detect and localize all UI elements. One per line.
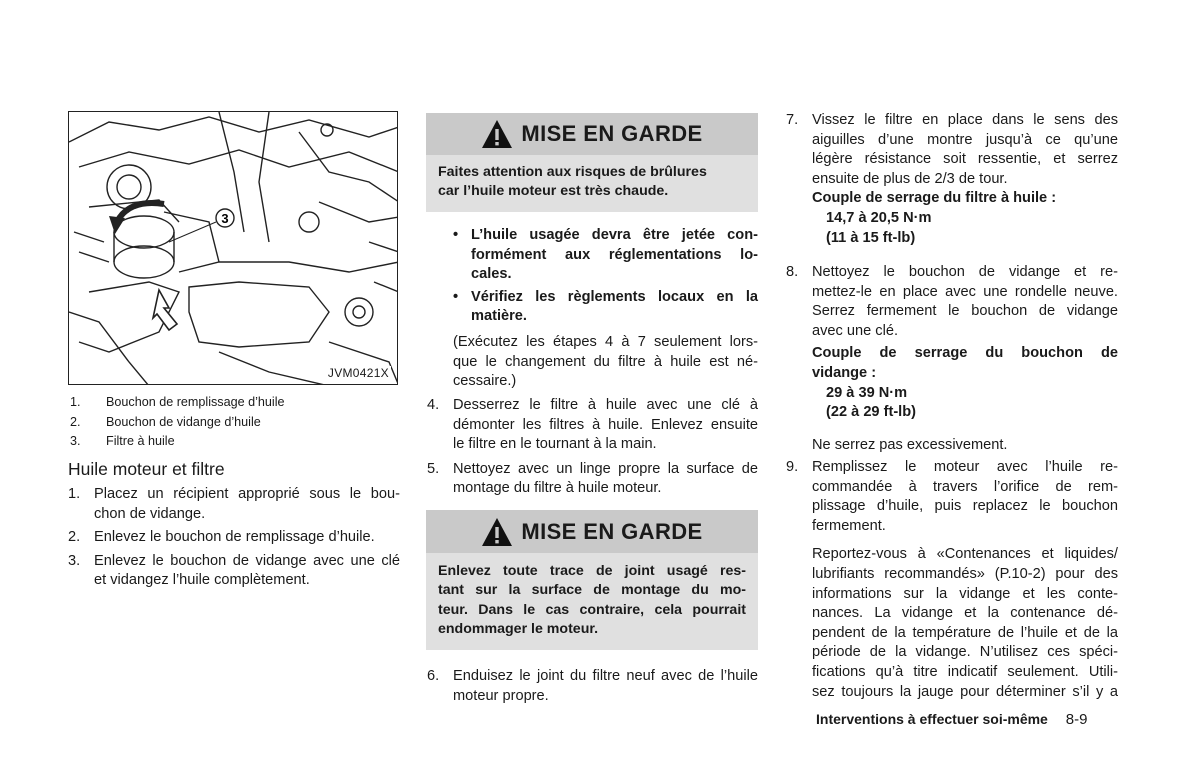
note-line: que le changement du filtre à huile est né- [453, 353, 758, 370]
step-8 [786, 263, 1118, 455]
step-line: chon de vidange. [94, 505, 206, 522]
bullet-line: matière. [471, 308, 527, 325]
para-line: fications qu’à titre indicatif seulement. Utili- [812, 663, 1118, 680]
step-line: et vidangez l’huile complètement. [94, 572, 310, 589]
para-line: sez toujours la jauge pour déterminer s’il y a [812, 683, 1118, 700]
caption-number: 1. [70, 395, 81, 409]
procedure-note [453, 333, 758, 392]
caption-text: Bouchon de vidange d’huile [106, 414, 261, 429]
bullet-list [453, 226, 758, 327]
torque-label: Couple de serrage du filtre à huile : [812, 190, 1057, 207]
step-line: Desserrez le filtre à huile avec une clé à [453, 397, 758, 413]
section-title: Huile moteur et filtre [68, 459, 225, 479]
step-line: le filtre en le tournant à la main. [453, 436, 657, 453]
step-line: Enduisez le joint du filtre neuf avec de l’huile [453, 668, 758, 684]
step-line: Enlevez le bouchon de vidange avec une clé [94, 552, 400, 569]
para-line: lubrifiants recommandés» (P.10-2) pour des [812, 565, 1118, 582]
step-line: Remplissez le moteur avec l’huile re- [812, 459, 1118, 475]
step-2 [68, 528, 400, 548]
step-line: avec une clé. [812, 322, 898, 339]
torque-value: (11 à 15 ft-lb) [826, 229, 916, 246]
bullet-dot: • [453, 288, 459, 305]
step-line: Placez un récipient approprié sous le bou- [94, 486, 400, 502]
para-line: pendent de la température de l’huile et de la [812, 624, 1118, 641]
caption-item [70, 413, 400, 433]
step-number: 1. [68, 486, 81, 502]
step-line: Serrez fermement le bouchon de vidange [812, 303, 1118, 320]
step-line: aiguilles d’une montre jusqu’à ce qu’une [812, 131, 1118, 148]
figure-captions [70, 393, 400, 452]
step-line: Vissez le filtre en place dans le sens des [812, 112, 1118, 128]
step-line: Nettoyez le bouchon de vidange et re- [812, 264, 1118, 280]
caption-text: Filtre à huile [106, 434, 175, 449]
step-line: commandée à travers l’orifice de rem- [812, 478, 1118, 495]
step-number: 7. [786, 112, 799, 128]
step-number: 3. [68, 552, 81, 569]
warning-triangle-icon [481, 517, 513, 547]
step-line: démonter les filtres à huile. Enlevez ensuite [453, 416, 758, 433]
step-paragraph [812, 545, 1118, 702]
torque-label: vidange : [812, 364, 877, 381]
callout-number: 3 [221, 211, 229, 226]
warning-box-2 [426, 510, 758, 650]
caption-item [70, 393, 400, 413]
step-line: moteur propre. [453, 687, 549, 704]
running-footer [816, 711, 1087, 728]
warning-text [426, 155, 758, 212]
note-line: cessaire.) [453, 373, 517, 390]
warning-header [426, 113, 758, 155]
engine-drawing [69, 112, 398, 385]
warning-line: car l’huile moteur est très chaude. [438, 183, 669, 200]
step-number: 8. [786, 264, 799, 280]
step-line: montage du filtre à huile moteur. [453, 480, 662, 497]
caption-number: 2. [70, 414, 81, 429]
steps-column-2 [427, 396, 758, 499]
caption-text: Bouchon de remplissage d’huile [106, 395, 285, 409]
step-number: 4. [427, 397, 440, 413]
warning-line: Enlevez toute trace de joint usagé res- [438, 563, 746, 579]
warning-triangle-icon [481, 119, 513, 149]
step-line: Enlevez le bouchon de remplissage d’huile. [94, 529, 375, 545]
step-number: 5. [427, 460, 440, 477]
para-line: nances. La vidange et la contenance dé- [812, 605, 1118, 622]
bullet-item [453, 288, 758, 327]
warning-line: endommager le moteur. [438, 621, 599, 638]
caption-number: 3. [70, 434, 81, 449]
engine-illustration [68, 111, 398, 385]
step-line: ensuite de plus de 2/3 de tour. [812, 170, 1008, 187]
bullet-line: Vérifiez les règlements locaux en la [471, 288, 758, 305]
step-number: 9. [786, 459, 799, 475]
warning-line: teur. Dans le cas contraire, cela pourrait [438, 601, 746, 618]
step-note: Ne serrez pas excessivement. [812, 436, 1008, 453]
bullet-line: cales. [471, 266, 512, 283]
warning-line: Faites attention aux risques de brûlures [438, 164, 707, 180]
figure-code: JVM0421X [327, 366, 389, 380]
torque-value: 29 à 39 N·m [826, 384, 908, 401]
bullet-line: formément aux réglementations lo- [471, 246, 758, 263]
bullet-line: L’huile usagée devra être jetée con- [471, 227, 758, 243]
step-line: plissage d’huile, puis replacez le bouchon [812, 498, 1118, 515]
warning-text [426, 553, 758, 650]
torque-label: Couple de serrage du bouchon de [812, 345, 1118, 362]
step-6 [427, 667, 758, 706]
warning-title: MISE EN GARDE [521, 518, 703, 544]
torque-value: (22 à 29 ft-lb) [826, 404, 917, 421]
step-4 [427, 396, 758, 455]
steps-column-1 [68, 485, 400, 591]
para-line: Reportez-vous à «Contenances et liquides/ [812, 546, 1118, 563]
footer-section-title: Interventions à effectuer soi-même [816, 711, 1048, 727]
step-line: mettez-le en place avec une rondelle neuve. [812, 283, 1118, 300]
torque-value: 14,7 à 20,5 N·m [826, 209, 932, 226]
caption-item [70, 432, 400, 452]
warning-title: MISE EN GARDE [521, 121, 703, 146]
page-number: 8-9 [1065, 711, 1088, 728]
bullet-item [453, 226, 758, 285]
step-line: Nettoyez avec un linge propre la surface de [453, 460, 758, 477]
step-9 [786, 458, 1118, 702]
step-number: 6. [427, 668, 440, 684]
note-line: (Exécutez les étapes 4 à 7 seulement lors- [453, 334, 758, 350]
para-line: période de la vidange. N’utilisez ces spéci- [812, 644, 1118, 661]
warning-header [426, 510, 758, 553]
warning-box-1 [426, 113, 758, 212]
step-7 [786, 111, 1118, 248]
step-3 [68, 552, 400, 591]
warning-line: tant sur la surface de montage du mo- [438, 582, 746, 599]
step-5 [427, 460, 758, 499]
step-number: 2. [68, 529, 81, 545]
bullet-dot: • [453, 227, 459, 243]
step-line: fermement. [812, 517, 886, 534]
para-line: informations sur la vidange et les conte- [812, 585, 1118, 602]
step-line: légère résistance soit ressentie, et serrez [812, 151, 1118, 168]
step-1 [68, 485, 400, 524]
